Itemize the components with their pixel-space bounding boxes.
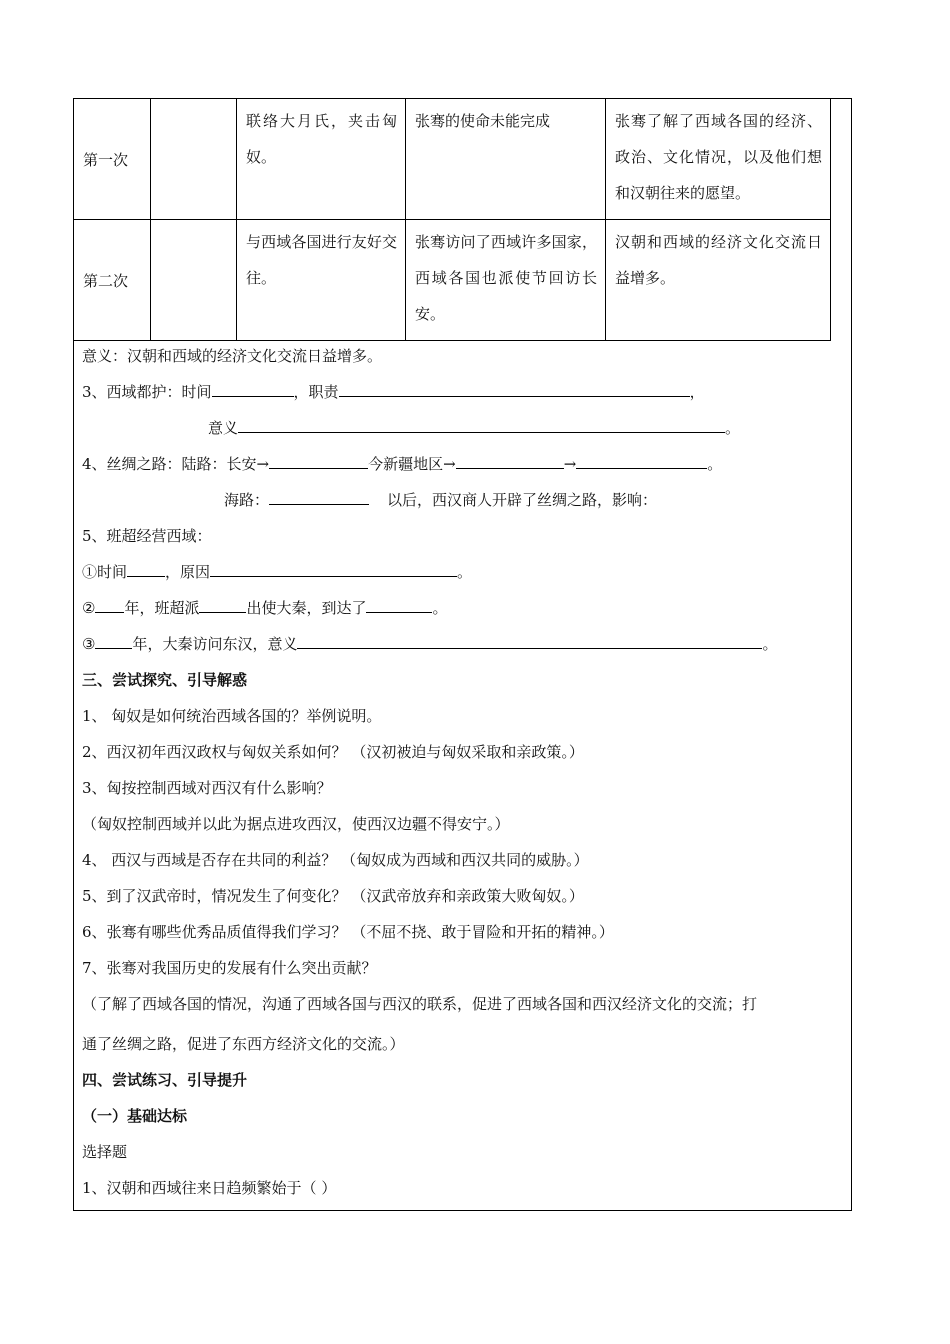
q5-3-line: ③ 年，大秦访问东汉，意义 。: [82, 635, 778, 653]
q5-title: 5、班超经营西域：: [82, 527, 212, 545]
explore-q7-answer-2: 通了丝绸之路，促进了东西方经济文化的交流。）: [82, 1035, 405, 1053]
result-cell: 张骞访问了西域许多国家，西域各国也派使节回访长安。: [406, 220, 606, 341]
q4-sea-line: 海路： 以后，西汉商人开辟了丝绸之路，影响：: [224, 491, 658, 509]
impact-cell: 汉朝和西域的经济文化交流日益增多。: [606, 220, 831, 341]
explore-q2: 2、西汉初年西汉政权与匈奴关系如何？ （汉初被迫与匈奴采取和亲政策。）: [82, 743, 584, 761]
subsection-basic: （一）基础达标: [82, 1107, 188, 1125]
row-label: 第一次: [74, 99, 151, 220]
explore-q1: 1、 匈奴是如何统治西域各国的？举例说明。: [82, 707, 382, 725]
explore-q5: 5、到了汉武帝时，情况发生了何变化？ （汉武帝放弃和亲政策大败匈奴。）: [82, 887, 584, 905]
answer-blank[interactable]: [199, 598, 246, 613]
table-row: [74, 220, 831, 341]
explore-q4: 4、 西汉与西域是否存在共同的利益？ （匈奴成为西域和西汉共同的威胁。）: [82, 851, 589, 869]
explore-q3: 3、匈按控制西域对西汉有什么影响？: [82, 779, 332, 797]
purpose-cell: 与西域各国进行友好交往。: [237, 220, 406, 341]
answer-blank[interactable]: [366, 598, 432, 613]
result-cell: 张骞的使命未能完成: [406, 99, 606, 220]
answer-blank[interactable]: [238, 418, 725, 433]
section-4-heading: 四、尝试练习、引导提升: [82, 1071, 248, 1089]
answer-blank[interactable]: [339, 382, 690, 397]
explore-q7-answer-1: （了解了西域各国的情况，沟通了西域各国与西汉的联系，促进了西域各国和西汉经济文化的交流；打: [82, 995, 758, 1013]
q4-land-line: 4、丝绸之路：陆路：长安→ 今新疆地区→ → 。: [82, 455, 723, 473]
empty-cell: [151, 220, 237, 341]
answer-blank[interactable]: [95, 598, 124, 613]
answer-blank[interactable]: [269, 454, 368, 469]
answer-blank[interactable]: [210, 562, 457, 577]
choice-q1: 1、汉朝和西域往来日趋频繁始于（ ）: [82, 1179, 337, 1197]
purpose-cell: 联络大月氏，夹击匈奴。: [237, 99, 406, 220]
answer-blank[interactable]: [127, 562, 165, 577]
impact-cell: 张骞了解了西域各国的经济、政治、文化情况，以及他们想和汉朝往来的愿望。: [606, 99, 831, 220]
q5-2-line: ② 年，班超派 出使大秦，到达了 。: [82, 599, 448, 617]
zhang-qian-missions-table: [73, 98, 831, 341]
table-row: [74, 99, 831, 220]
explore-q3-answer: （匈奴控制西域并以此为据点进攻西汉，使西汉边疆不得安宁。）: [82, 815, 510, 833]
explore-q7: 7、张骞对我国历史的发展有什么突出贡献？: [82, 959, 377, 977]
answer-blank[interactable]: [456, 454, 564, 469]
choice-label: 选择题: [82, 1143, 128, 1161]
q5-1-line: ①时间 ，原因 。: [82, 563, 473, 581]
q3-line: 3、西域都护：时间 ，职责 ，: [82, 383, 705, 401]
explore-q6: 6、张骞有哪些优秀品质值得我们学习？ （不屈不挠、敢于冒险和开拓的精神。）: [82, 923, 614, 941]
q3-meaning-line: 意义 。: [208, 419, 741, 437]
answer-blank[interactable]: [297, 634, 762, 649]
answer-blank[interactable]: [269, 490, 369, 505]
meaning-text: 意义：汉朝和西域的经济文化交流日益增多。: [82, 347, 383, 365]
row-label: 第二次: [74, 220, 151, 341]
answer-blank[interactable]: [95, 634, 132, 649]
section-3-heading: 三、尝试探究、引导解惑: [82, 671, 248, 689]
answer-blank[interactable]: [212, 382, 294, 397]
empty-cell: [151, 99, 237, 220]
answer-blank[interactable]: [576, 454, 707, 469]
